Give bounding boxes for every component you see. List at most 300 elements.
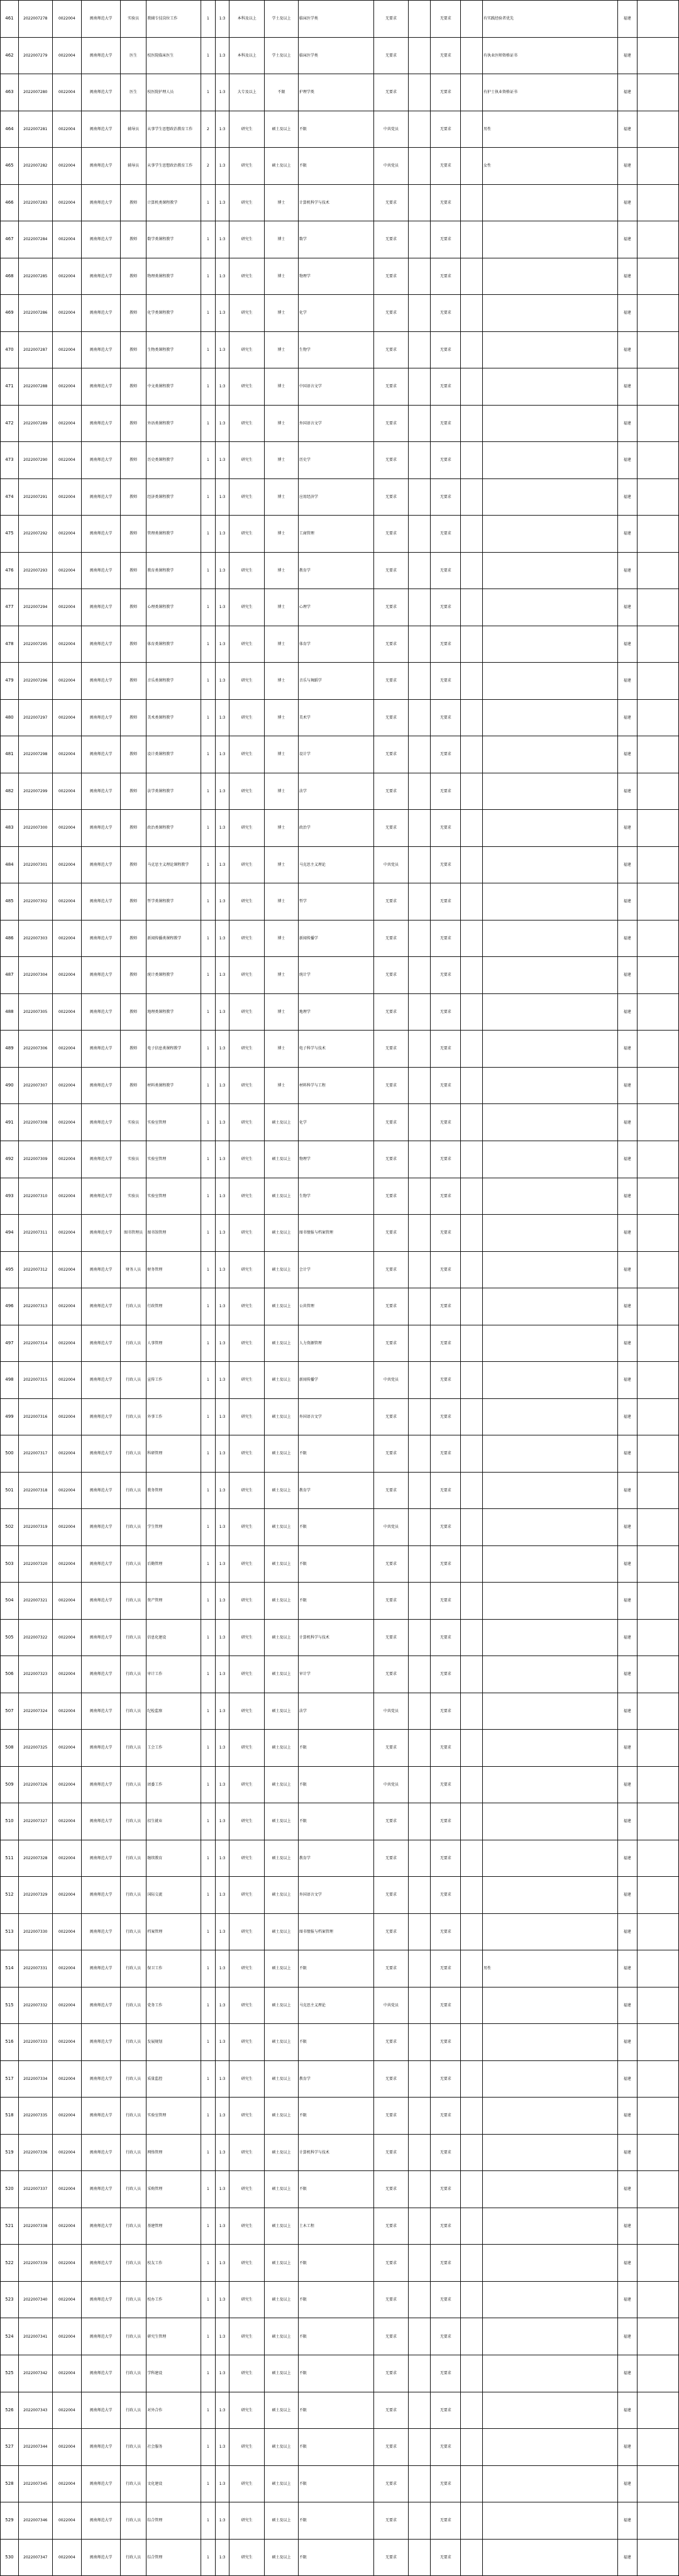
table-row xyxy=(1,368,679,406)
table-cell: 设计类课程教学 xyxy=(146,736,201,773)
table-cell xyxy=(409,1950,431,1987)
table-cell xyxy=(637,1803,678,1840)
table-cell: 闽南师范大学 xyxy=(82,2318,121,2355)
table-cell: 529 xyxy=(1,2502,19,2540)
table-cell: 政治类课程教学 xyxy=(146,810,201,847)
table-cell: 校医院护理人员 xyxy=(146,74,201,111)
table-cell xyxy=(460,2024,482,2061)
table-cell: 研究生 xyxy=(229,736,265,773)
table-cell xyxy=(409,1693,431,1730)
table-cell: 福建 xyxy=(617,2024,637,2061)
table-cell: 2022007304 xyxy=(18,957,52,994)
table-cell xyxy=(483,2171,618,2208)
table-cell: 闽南师范大学 xyxy=(82,1067,121,1104)
table-cell xyxy=(460,1251,482,1288)
table-cell: 福建 xyxy=(617,1583,637,1620)
table-cell: 1 xyxy=(201,1215,216,1252)
table-cell: 1 xyxy=(201,2465,216,2502)
table-cell: 教师 xyxy=(120,184,146,221)
table-row xyxy=(1,2281,679,2318)
table-cell: 研究生 xyxy=(229,2318,265,2355)
table-cell: 0022004 xyxy=(52,1031,81,1068)
table-cell: 外事工作 xyxy=(146,1398,201,1435)
table-cell: 无要求 xyxy=(373,1656,409,1693)
table-cell: 研究生 xyxy=(229,221,265,258)
table-row xyxy=(1,699,679,736)
table-cell: 527 xyxy=(1,2429,19,2466)
table-cell xyxy=(483,1031,618,1068)
table-cell: 无要求 xyxy=(431,773,460,810)
table-cell: 0022004 xyxy=(52,736,81,773)
table-cell: 无要求 xyxy=(373,2429,409,2466)
table-cell: 无要求 xyxy=(431,1251,460,1288)
table-cell: 福建 xyxy=(617,2539,637,2576)
table-cell: 1:3 xyxy=(215,1803,229,1840)
table-cell: 1 xyxy=(201,1509,216,1546)
table-cell: 无要求 xyxy=(373,2539,409,2576)
table-cell: 1:3 xyxy=(215,2171,229,2208)
table-cell: 无要求 xyxy=(431,1693,460,1730)
table-cell: 教师 xyxy=(120,773,146,810)
table-cell: 会计学 xyxy=(298,1251,373,1288)
table-cell: 无要求 xyxy=(431,920,460,957)
table-cell: 0022004 xyxy=(52,2318,81,2355)
table-cell: 2022007302 xyxy=(18,883,52,920)
table-cell xyxy=(409,2318,431,2355)
table-cell: 研究生 xyxy=(229,1178,265,1215)
table-cell xyxy=(483,1545,618,1583)
table-cell xyxy=(637,2465,678,2502)
table-cell: 1 xyxy=(201,1545,216,1583)
table-cell: 男性 xyxy=(483,1950,618,1987)
table-cell: 1:3 xyxy=(215,626,229,663)
table-cell: 后勤管理 xyxy=(146,1545,201,1583)
table-cell: 无要求 xyxy=(431,2355,460,2392)
table-cell: 0022004 xyxy=(52,2429,81,2466)
table-cell: 行政人员 xyxy=(120,2208,146,2245)
table-cell: 1 xyxy=(201,1472,216,1509)
table-cell: 1:3 xyxy=(215,295,229,332)
table-cell: 无要求 xyxy=(431,442,460,479)
table-cell: 福建 xyxy=(617,810,637,847)
table-cell: 2022007346 xyxy=(18,2502,52,2540)
table-cell: 研究生 xyxy=(229,2392,265,2429)
table-cell: 中共党员 xyxy=(373,111,409,148)
table-cell: 中共党员 xyxy=(373,1509,409,1546)
table-cell: 无要求 xyxy=(431,2171,460,2208)
table-cell: 招生就业 xyxy=(146,1803,201,1840)
table-cell xyxy=(460,663,482,700)
table-cell xyxy=(637,1509,678,1546)
table-cell: 教育学 xyxy=(298,2060,373,2098)
table-cell xyxy=(637,368,678,406)
table-cell: 1 xyxy=(201,810,216,847)
table-cell: 无要求 xyxy=(431,1435,460,1473)
table-cell: 2022007290 xyxy=(18,442,52,479)
table-cell: 无要求 xyxy=(431,699,460,736)
table-cell: 图书管理员 xyxy=(120,1215,146,1252)
table-cell: 闽南师范大学 xyxy=(82,1877,121,1914)
table-cell: 不限 xyxy=(298,1730,373,1767)
table-cell: 教师 xyxy=(120,993,146,1031)
table-cell xyxy=(460,1730,482,1767)
table-cell: 无要求 xyxy=(373,1251,409,1288)
table-cell xyxy=(483,1325,618,1362)
table-cell: 教师 xyxy=(120,957,146,994)
table-row xyxy=(1,1472,679,1509)
table-cell: 无要求 xyxy=(373,405,409,442)
table-cell: 1:3 xyxy=(215,2392,229,2429)
table-cell: 无要求 xyxy=(431,1,460,38)
table-cell: 研究生 xyxy=(229,2208,265,2245)
table-cell: 1 xyxy=(201,295,216,332)
table-cell: 研究生 xyxy=(229,516,265,553)
table-cell: 无要求 xyxy=(373,74,409,111)
table-cell: 477 xyxy=(1,589,19,626)
table-cell xyxy=(637,1950,678,1987)
table-cell xyxy=(637,2024,678,2061)
table-cell xyxy=(637,2429,678,2466)
table-cell: 闽南师范大学 xyxy=(82,1583,121,1620)
table-cell: 0022004 xyxy=(52,1693,81,1730)
table-cell: 1:3 xyxy=(215,2281,229,2318)
table-cell: 福建 xyxy=(617,2392,637,2429)
table-cell: 闽南师范大学 xyxy=(82,1104,121,1141)
table-cell: 研究生 xyxy=(229,1251,265,1288)
table-cell xyxy=(637,258,678,295)
table-cell: 研究生 xyxy=(229,2024,265,2061)
table-cell: 闽南师范大学 xyxy=(82,552,121,589)
table-cell xyxy=(483,2392,618,2429)
table-cell xyxy=(460,1693,482,1730)
table-cell xyxy=(483,2024,618,2061)
table-cell: 1:3 xyxy=(215,1031,229,1068)
table-cell: 教师 xyxy=(120,920,146,957)
table-cell: 生物类课程教学 xyxy=(146,331,201,368)
table-cell: 0022004 xyxy=(52,957,81,994)
table-cell: 公共管理 xyxy=(298,1288,373,1325)
table-cell: 526 xyxy=(1,2392,19,2429)
table-cell: 2022007338 xyxy=(18,2208,52,2245)
table-cell: 生物学 xyxy=(298,1178,373,1215)
table-cell xyxy=(637,1251,678,1288)
table-cell xyxy=(637,699,678,736)
table-cell: 不限 xyxy=(298,2465,373,2502)
table-cell: 无要求 xyxy=(431,1803,460,1840)
table-cell: 行政人员 xyxy=(120,2355,146,2392)
table-cell: 2022007329 xyxy=(18,1877,52,1914)
table-cell xyxy=(460,1141,482,1178)
table-cell: 1:3 xyxy=(215,663,229,700)
table-cell: 0022004 xyxy=(52,589,81,626)
table-cell: 研究生 xyxy=(229,1104,265,1141)
table-cell: 2022007279 xyxy=(18,37,52,74)
table-cell: 行政人员 xyxy=(120,1877,146,1914)
table-cell: 1:3 xyxy=(215,1619,229,1656)
table-cell: 497 xyxy=(1,1325,19,1362)
table-cell xyxy=(460,2208,482,2245)
table-cell: 地理学 xyxy=(298,993,373,1031)
table-cell xyxy=(460,993,482,1031)
table-cell: 综合管理 xyxy=(146,2502,201,2540)
table-cell: 517 xyxy=(1,2060,19,2098)
table-cell: 0022004 xyxy=(52,1987,81,2024)
table-row xyxy=(1,2502,679,2540)
table-cell: 福建 xyxy=(617,1766,637,1803)
table-cell xyxy=(637,1,678,38)
table-row xyxy=(1,2465,679,2502)
table-cell: 博士 xyxy=(265,626,299,663)
table-cell xyxy=(409,1545,431,1583)
table-cell xyxy=(460,331,482,368)
table-cell: 外语类课程教学 xyxy=(146,405,201,442)
table-row xyxy=(1,2318,679,2355)
table-cell xyxy=(460,2355,482,2392)
table-cell: 从事学生思想政治教育工作 xyxy=(146,148,201,185)
table-cell: 教师 xyxy=(120,295,146,332)
table-cell: 档案管理 xyxy=(146,1913,201,1950)
table-cell: 1:3 xyxy=(215,1325,229,1362)
table-cell: 509 xyxy=(1,1766,19,1803)
table-cell: 1:3 xyxy=(215,516,229,553)
table-row xyxy=(1,1288,679,1325)
table-cell: 1:3 xyxy=(215,331,229,368)
table-cell: 2022007324 xyxy=(18,1693,52,1730)
table-cell: 校医院临床医生 xyxy=(146,37,201,74)
table-cell: 博士 xyxy=(265,773,299,810)
table-cell: 教师 xyxy=(120,516,146,553)
table-cell: 无要求 xyxy=(431,1987,460,2024)
table-cell: 2022007328 xyxy=(18,1840,52,1877)
table-cell: 522 xyxy=(1,2245,19,2282)
table-cell: 1:3 xyxy=(215,2208,229,2245)
table-cell: 闽南师范大学 xyxy=(82,111,121,148)
table-cell: 2022007330 xyxy=(18,1913,52,1950)
table-cell: 1:3 xyxy=(215,2318,229,2355)
table-cell xyxy=(637,1877,678,1914)
table-cell: 470 xyxy=(1,331,19,368)
table-cell: 无要求 xyxy=(373,1913,409,1950)
table-cell: 0022004 xyxy=(52,1362,81,1399)
table-cell: 研究生 xyxy=(229,1656,265,1693)
table-cell: 1:3 xyxy=(215,2245,229,2282)
table-cell: 研究生 xyxy=(229,2429,265,2466)
table-cell: 教师 xyxy=(120,589,146,626)
table-cell: 无要求 xyxy=(373,1288,409,1325)
table-cell xyxy=(637,184,678,221)
table-cell xyxy=(637,2318,678,2355)
table-cell: 数学 xyxy=(298,221,373,258)
table-cell: 研究生 xyxy=(229,184,265,221)
table-cell: 无要求 xyxy=(431,1178,460,1215)
table-cell: 1:3 xyxy=(215,1730,229,1767)
table-cell: 0022004 xyxy=(52,1840,81,1877)
table-cell: 2022007335 xyxy=(18,2098,52,2135)
table-row xyxy=(1,1325,679,1362)
table-cell xyxy=(409,2098,431,2135)
table-cell: 行政人员 xyxy=(120,2465,146,2502)
table-cell: 1 xyxy=(201,1362,216,1399)
table-cell xyxy=(637,1104,678,1141)
table-cell: 博士 xyxy=(265,846,299,883)
table-cell xyxy=(637,1693,678,1730)
table-cell: 1:3 xyxy=(215,1435,229,1473)
table-cell: 0022004 xyxy=(52,405,81,442)
table-cell: 统计学 xyxy=(298,957,373,994)
table-cell xyxy=(460,736,482,773)
table-cell: 0022004 xyxy=(52,1803,81,1840)
table-cell: 1:3 xyxy=(215,2098,229,2135)
table-cell: 硕士及以上 xyxy=(265,1950,299,1987)
table-cell: 硕士及以上 xyxy=(265,1656,299,1693)
table-cell: 无要求 xyxy=(431,810,460,847)
table-cell: 综合管理 xyxy=(146,2539,201,2576)
table-row xyxy=(1,1619,679,1656)
table-cell: 福建 xyxy=(617,1877,637,1914)
table-cell: 行政人员 xyxy=(120,2245,146,2282)
table-cell: 硕士及以上 xyxy=(265,1325,299,1362)
table-cell: 1:3 xyxy=(215,1913,229,1950)
table-cell: 图书情报与档案管理 xyxy=(298,1215,373,1252)
table-cell: 发展规划 xyxy=(146,2024,201,2061)
table-cell: 496 xyxy=(1,1288,19,1325)
table-cell: 行政人员 xyxy=(120,1545,146,1583)
table-cell: 1 xyxy=(201,626,216,663)
table-cell: 研究生 xyxy=(229,111,265,148)
table-cell: 研究生 xyxy=(229,1398,265,1435)
table-cell: 闽南师范大学 xyxy=(82,2539,121,2576)
table-cell: 硕士及以上 xyxy=(265,1619,299,1656)
table-cell: 无要求 xyxy=(431,663,460,700)
table-cell xyxy=(637,2281,678,2318)
table-cell: 行政人员 xyxy=(120,1730,146,1767)
table-cell: 博士 xyxy=(265,736,299,773)
table-cell: 无要求 xyxy=(373,1325,409,1362)
table-cell: 学科建设 xyxy=(146,2355,201,2392)
table-cell: 研究生 xyxy=(229,1325,265,1362)
table-cell: 无要求 xyxy=(373,1,409,38)
table-cell: 教育类课程教学 xyxy=(146,552,201,589)
table-cell xyxy=(637,663,678,700)
table-cell: 1:3 xyxy=(215,1067,229,1104)
table-cell: 福建 xyxy=(617,1251,637,1288)
table-cell: 1:3 xyxy=(215,993,229,1031)
table-cell: 0022004 xyxy=(52,221,81,258)
table-cell xyxy=(637,1435,678,1473)
table-cell: 采购管理 xyxy=(146,2171,201,2208)
table-cell: 0022004 xyxy=(52,1,81,38)
table-cell: 无要求 xyxy=(431,1950,460,1987)
table-cell: 无要求 xyxy=(373,2134,409,2171)
table-cell: 无要求 xyxy=(373,2355,409,2392)
table-cell: 不限 xyxy=(298,1509,373,1546)
table-cell: 无要求 xyxy=(373,2171,409,2208)
table-cell xyxy=(409,1656,431,1693)
table-cell: 无要求 xyxy=(431,2392,460,2429)
table-cell: 无要求 xyxy=(431,2024,460,2061)
table-cell: 研究生 xyxy=(229,2060,265,2098)
table-cell: 0022004 xyxy=(52,773,81,810)
table-cell xyxy=(409,552,431,589)
table-cell xyxy=(483,1288,618,1325)
table-cell: 无要求 xyxy=(431,2465,460,2502)
table-cell: 教师 xyxy=(120,405,146,442)
table-cell: 2022007325 xyxy=(18,1730,52,1767)
table-cell: 闽南师范大学 xyxy=(82,1987,121,2024)
table-cell: 1 xyxy=(201,2502,216,2540)
table-cell: 1:3 xyxy=(215,1583,229,1620)
table-cell: 校友工作 xyxy=(146,2245,201,2282)
table-cell: 466 xyxy=(1,184,19,221)
table-cell: 0022004 xyxy=(52,1583,81,1620)
table-row xyxy=(1,626,679,663)
table-cell: 1:3 xyxy=(215,74,229,111)
table-cell xyxy=(637,810,678,847)
table-cell: 1 xyxy=(201,1656,216,1693)
table-cell xyxy=(483,405,618,442)
table-cell: 博士 xyxy=(265,920,299,957)
table-cell: 无要求 xyxy=(431,184,460,221)
table-cell: 2022007278 xyxy=(18,1,52,38)
table-cell: 福建 xyxy=(617,184,637,221)
table-cell: 马克思主义理论 xyxy=(298,1987,373,2024)
table-cell: 博士 xyxy=(265,442,299,479)
table-cell: 不限 xyxy=(298,2024,373,2061)
table-cell: 实验员 xyxy=(120,1141,146,1178)
table-cell: 硕士及以上 xyxy=(265,2392,299,2429)
table-cell: 统计类课程教学 xyxy=(146,957,201,994)
table-cell: 美术学 xyxy=(298,699,373,736)
table-cell xyxy=(637,920,678,957)
table-cell: 0022004 xyxy=(52,699,81,736)
table-cell: 工商管理 xyxy=(298,516,373,553)
table-row xyxy=(1,1730,679,1767)
table-cell xyxy=(409,2429,431,2466)
table-cell xyxy=(409,221,431,258)
table-cell: 研究生 xyxy=(229,1031,265,1068)
table-cell: 物理学 xyxy=(298,258,373,295)
table-cell: 硕士及以上 xyxy=(265,2502,299,2540)
table-cell xyxy=(409,2355,431,2392)
table-cell xyxy=(460,1067,482,1104)
table-cell: 硕士及以上 xyxy=(265,2539,299,2576)
table-cell: 马克思主义理论课程教学 xyxy=(146,846,201,883)
table-cell xyxy=(483,2502,618,2540)
table-cell: 研究生 xyxy=(229,478,265,516)
table-cell: 0022004 xyxy=(52,1251,81,1288)
table-cell: 1 xyxy=(201,1730,216,1767)
table-cell: 闽南师范大学 xyxy=(82,773,121,810)
table-cell: 2022007317 xyxy=(18,1435,52,1473)
table-cell: 不限 xyxy=(298,2098,373,2135)
table-cell: 0022004 xyxy=(52,920,81,957)
table-cell xyxy=(483,184,618,221)
table-cell: 研究生 xyxy=(229,626,265,663)
table-cell: 1:3 xyxy=(215,2060,229,2098)
table-cell: 闽南师范大学 xyxy=(82,1950,121,1987)
table-cell: 1:3 xyxy=(215,1472,229,1509)
table-cell xyxy=(637,736,678,773)
table-row xyxy=(1,1693,679,1730)
table-cell: 473 xyxy=(1,442,19,479)
table-cell: 硕士及以上 xyxy=(265,1877,299,1914)
table-cell xyxy=(637,846,678,883)
table-cell: 1 xyxy=(201,2098,216,2135)
table-cell: 有实践经验者优先 xyxy=(483,1,618,38)
table-cell: 硕士及以上 xyxy=(265,1104,299,1141)
table-cell: 无要求 xyxy=(373,1730,409,1767)
table-cell: 0022004 xyxy=(52,1141,81,1178)
